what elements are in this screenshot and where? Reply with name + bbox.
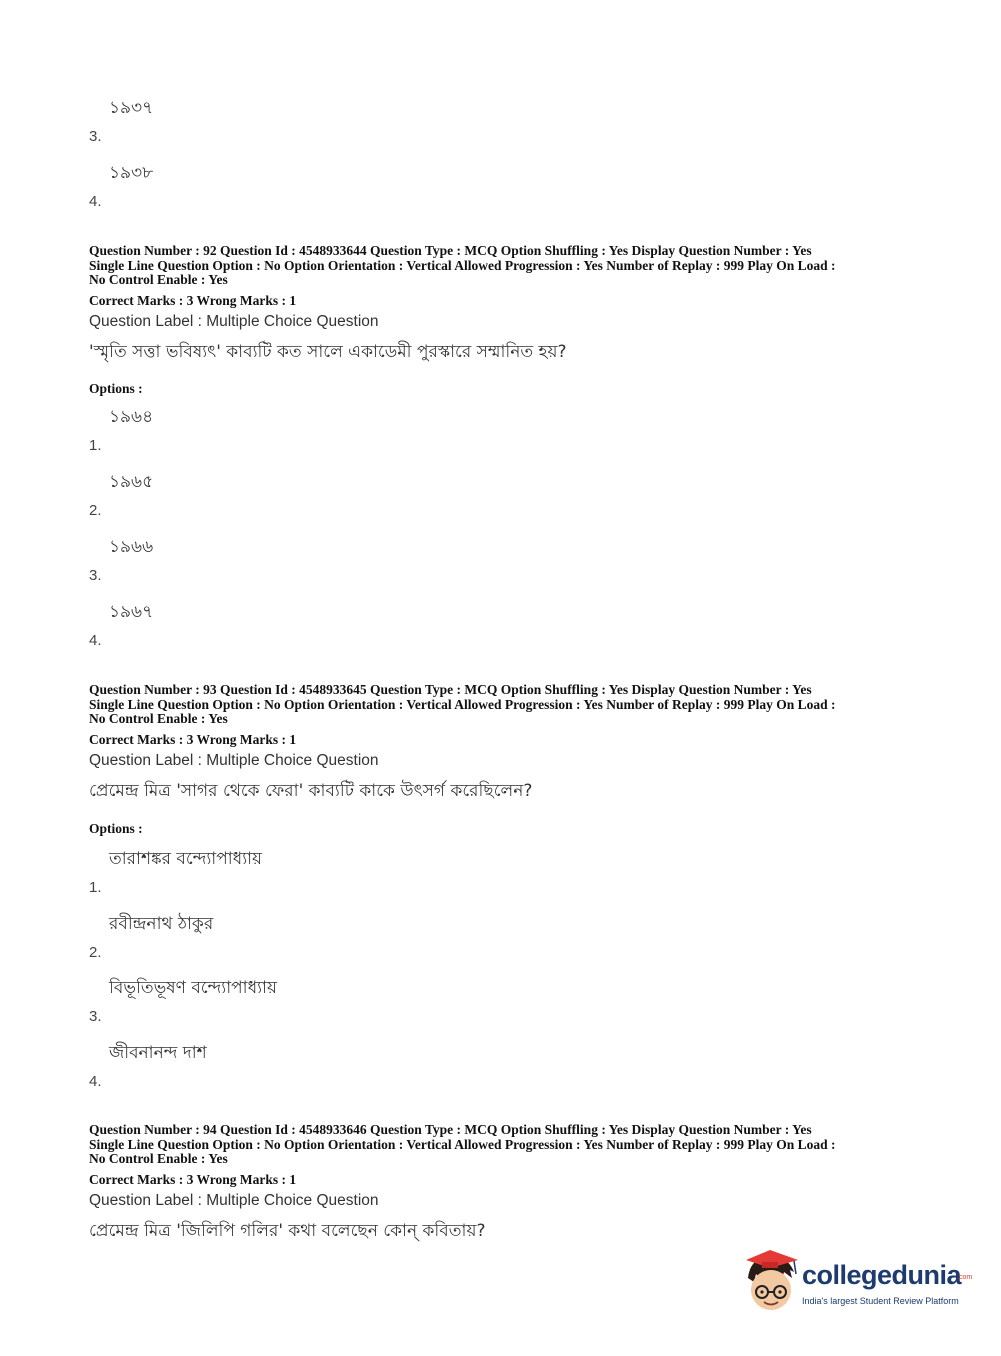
question-meta-line: No Control Enable : Yes bbox=[89, 272, 228, 287]
brand-domain: .com bbox=[957, 1274, 973, 1281]
option-item[interactable] bbox=[89, 599, 489, 649]
option-text: ১৯৩৮ bbox=[109, 163, 154, 183]
option-number: 4. bbox=[89, 632, 102, 649]
option-text: জীবনানন্দ দাশ bbox=[109, 1043, 207, 1063]
marks-line: Correct Marks : 3 Wrong Marks : 1 bbox=[89, 731, 297, 747]
option-number: 2. bbox=[89, 502, 102, 519]
option-number: 4. bbox=[89, 1073, 102, 1090]
option-number: 4. bbox=[89, 193, 102, 210]
question-label: Question Label : Multiple Choice Question bbox=[89, 751, 379, 769]
question-meta-line: Single Line Question Option : No Option Orientation : Vertical Allowed Progression : Yes Number of Replay : 999 Play On Load : bbox=[89, 257, 836, 273]
question-meta-line: Question Number : 93 Question Id : 4548933645 Question Type : MCQ Option Shuffling : Yes Display Question Number : Yes bbox=[89, 682, 812, 697]
question-block bbox=[89, 1123, 919, 1246]
option-item[interactable] bbox=[89, 911, 489, 961]
option-text: ১৯৬৭ bbox=[109, 602, 154, 622]
marks-line: Correct Marks : 3 Wrong Marks : 1 bbox=[89, 1171, 297, 1187]
question-text: প্রেমেন্দ্র মিত্র 'জিলিপি গলির' কথা বলেছেন কোন্ কবিতায়? bbox=[89, 1220, 486, 1241]
question-label: Question Label : Multiple Choice Question bbox=[89, 312, 379, 330]
option-text: ১৯৬৫ bbox=[109, 472, 154, 492]
option-number: 2. bbox=[89, 944, 102, 961]
option-text: রবীন্দ্রনাথ ঠাকুর bbox=[109, 914, 214, 934]
question-meta-line: No Control Enable : Yes bbox=[89, 711, 228, 726]
question-meta-line: Single Line Question Option : No Option Orientation : Vertical Allowed Progression : Yes Number of Replay : 999 Play On Load : bbox=[89, 696, 836, 712]
option-text: ১৯৬৪ bbox=[109, 407, 154, 427]
option-text: বিভূতিভূষণ বন্দ্যোপাধ্যায় bbox=[109, 978, 277, 998]
option-item[interactable] bbox=[89, 404, 489, 454]
question-text: 'স্মৃতি সত্তা ভবিষ্যৎ' কাব্যটি কত সালে একাডেমী পুরস্কারে সম্মানিত হয়? bbox=[89, 341, 567, 362]
option-number: 1. bbox=[89, 437, 102, 454]
options-header: Options : bbox=[89, 381, 143, 396]
option-item[interactable] bbox=[89, 469, 489, 519]
marks-line: Correct Marks : 3 Wrong Marks : 1 bbox=[89, 292, 297, 308]
options-header: Options : bbox=[89, 821, 143, 836]
mascot-icon bbox=[740, 1248, 802, 1318]
option-number: 3. bbox=[89, 567, 102, 584]
option-item[interactable] bbox=[89, 1040, 489, 1090]
option-item[interactable] bbox=[89, 975, 489, 1025]
option-item[interactable] bbox=[89, 534, 489, 584]
question-label: Question Label : Multiple Choice Question bbox=[89, 1191, 379, 1209]
question-block bbox=[89, 683, 919, 806]
question-meta-line: Question Number : 92 Question Id : 4548933644 Question Type : MCQ Option Shuffling : Yes Display Question Number : Yes bbox=[89, 243, 812, 258]
brand-tagline: India's largest Student Review Platform bbox=[802, 1296, 959, 1306]
question-meta-line: Question Number : 94 Question Id : 4548933646 Question Type : MCQ Option Shuffling : Yes Display Question Number : Yes bbox=[89, 1122, 812, 1137]
question-text: প্রেমেন্দ্র মিত্র 'সাগর থেকে ফেরা' কাব্যটি কাকে উৎসর্গ করেছিলেন? bbox=[89, 780, 533, 801]
option-item[interactable] bbox=[89, 160, 489, 210]
option-number: 1. bbox=[89, 879, 102, 896]
option-text: ১৯৩৭ bbox=[109, 98, 154, 118]
option-item[interactable] bbox=[89, 95, 489, 145]
option-number: 3. bbox=[89, 128, 102, 145]
question-block bbox=[89, 244, 919, 367]
option-text: তারাশঙ্কর বন্দ্যোপাধ্যায় bbox=[109, 849, 263, 869]
option-number: 3. bbox=[89, 1008, 102, 1025]
question-meta-line: No Control Enable : Yes bbox=[89, 1151, 228, 1166]
option-item[interactable] bbox=[89, 846, 489, 896]
question-meta-line: Single Line Question Option : No Option Orientation : Vertical Allowed Progression : Yes Number of Replay : 999 Play On Load : bbox=[89, 1136, 836, 1152]
collegedunia-logo[interactable] bbox=[740, 1248, 973, 1318]
option-text: ১৯৬৬ bbox=[109, 537, 154, 557]
brand-name: collegedunia bbox=[802, 1260, 962, 1290]
